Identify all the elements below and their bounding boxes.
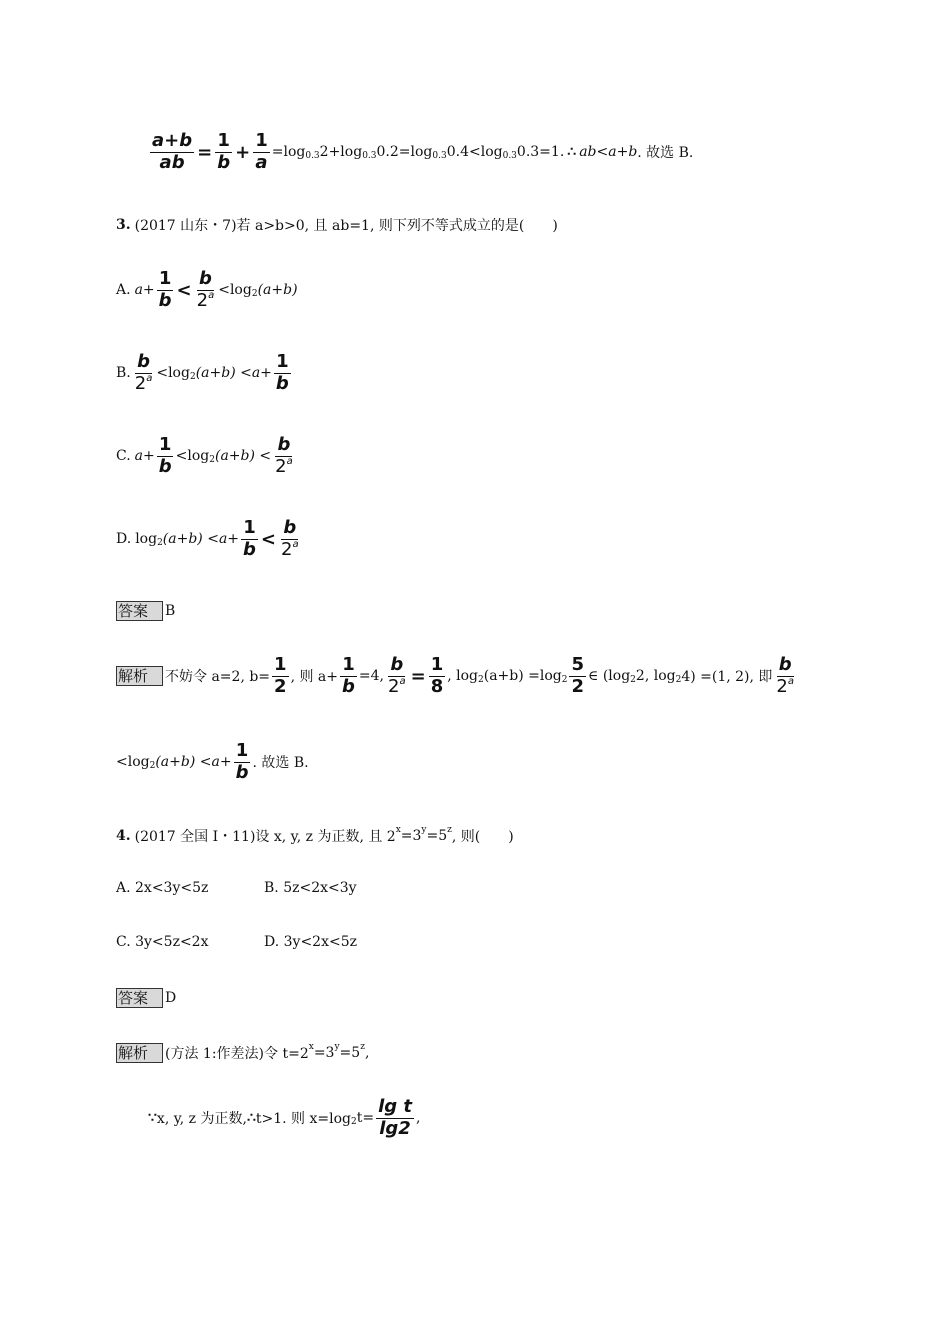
option-d: D. log 2 (a+b) <a+ $\frac{1}{b}$ < $\frac{b}{2^a}$ bbox=[116, 517, 299, 560]
intro-line: $\frac{a+b}{ab}$ = $\frac{1}{b}$ + $\frac{1}{a}$ =log 0.3 2+log 0.3 0.2=log 0.3 0.4<log 0.3 0.3=1. ∴ ab<a+b . 故选 B. bbox=[152, 130, 694, 173]
fraction: $\frac{b}{2^a}$ bbox=[388, 654, 406, 697]
option-a: A. 2x<3y<5z bbox=[116, 880, 209, 896]
q3-answer: 答案 B bbox=[118, 602, 176, 620]
question-4-stem: 4. (2017 全国 Ⅰ・11)设 x, y, z 为正数, 且 2 x =3 y =5 z , 则( ) bbox=[116, 825, 514, 845]
option-c: C. a+ $\frac{1}{b}$ <log 2 (a+b) < $\frac{b}{2^a}$ bbox=[116, 434, 293, 477]
fraction: $\frac{1}{b}$ bbox=[158, 268, 172, 311]
fraction: $\frac{5}{2}$ bbox=[571, 654, 585, 697]
q4-answer: 答案 D bbox=[118, 989, 177, 1007]
answer-tag: 答案 bbox=[116, 988, 163, 1008]
option-c: C. 3y<5z<2x bbox=[116, 934, 209, 950]
fraction: $\frac{b}{2^a}$ bbox=[776, 654, 795, 697]
fraction: $\frac{b}{2^a}$ bbox=[196, 268, 215, 311]
fraction: $\frac{b}{2^a}$ bbox=[134, 351, 153, 394]
q3-analysis-line2: <log 2 (a+b) <a+ $\frac{1}{b}$ . 故选 B. bbox=[116, 740, 309, 783]
fraction: $\frac{\text{lg t}}{\lg 2}$ bbox=[378, 1096, 413, 1139]
analysis-tag: 解析 bbox=[116, 666, 163, 686]
answer-tag: 答案 bbox=[116, 601, 163, 621]
q4-options-row1 bbox=[116, 880, 357, 896]
q4-analysis-line1: 解析 (方法 1:作差法)令 t=2 x =3 y =5 z , bbox=[118, 1042, 370, 1062]
analysis-tag: 解析 bbox=[116, 1043, 163, 1063]
fraction: $\frac{a+b}{ab}$ bbox=[152, 130, 193, 173]
q4-options-row2 bbox=[116, 934, 357, 950]
option-a: A. a+ $\frac{1}{b}$ < $\frac{b}{2^a}$ <log 2 (a+b) bbox=[116, 268, 298, 311]
fraction: $\frac{1}{b}$ bbox=[243, 517, 256, 560]
option-b: B. $\frac{b}{2^a}$ <log 2 (a+b) <a+ $\frac{1}{b}$ bbox=[116, 351, 289, 394]
fraction: $\frac{1}{a}$ bbox=[255, 130, 268, 173]
fraction: $\frac{1}{8}$ bbox=[430, 654, 444, 697]
fraction: $\frac{1}{2}$ bbox=[274, 654, 287, 697]
fraction: $\frac{b}{2^a}$ bbox=[281, 517, 299, 560]
q4-analysis-line2: ∵ x, y, z 为正数, ∴ t>1. 则 x=log 2 t= $\frac{\text{lg t}}{\lg 2}$ , bbox=[148, 1096, 421, 1139]
question-3-stem: 3. (2017 山东・7)若 a>b>0, 且 ab=1, 则下列不等式成立的是( ) bbox=[116, 217, 558, 234]
fraction: $\frac{b}{2^a}$ bbox=[275, 434, 293, 477]
q3-analysis-line1: 解析 不妨令 a=2, b= $\frac{1}{2}$ , 则 a+ $\frac{1}{b}$ =4, $\frac{b}{2^a}$ = $\frac{1}{8}$ , log 2 (a+b) =log 2 $\frac{5}{2}$ ∈ (log 2 2, log 2 4) =(1, 2), 即 $\frac{b}{2^a}$ bbox=[118, 654, 795, 697]
option-d: D. 3y<2x<5z bbox=[264, 934, 357, 950]
fraction: $\frac{1}{b}$ bbox=[158, 434, 172, 477]
fraction: $\frac{1}{b}$ bbox=[342, 654, 355, 697]
fraction: $\frac{1}{b}$ bbox=[217, 130, 231, 173]
fraction: $\frac{1}{b}$ bbox=[235, 740, 249, 783]
option-b: B. 5z<2x<3y bbox=[264, 880, 357, 896]
fraction: $\frac{1}{b}$ bbox=[275, 351, 289, 394]
